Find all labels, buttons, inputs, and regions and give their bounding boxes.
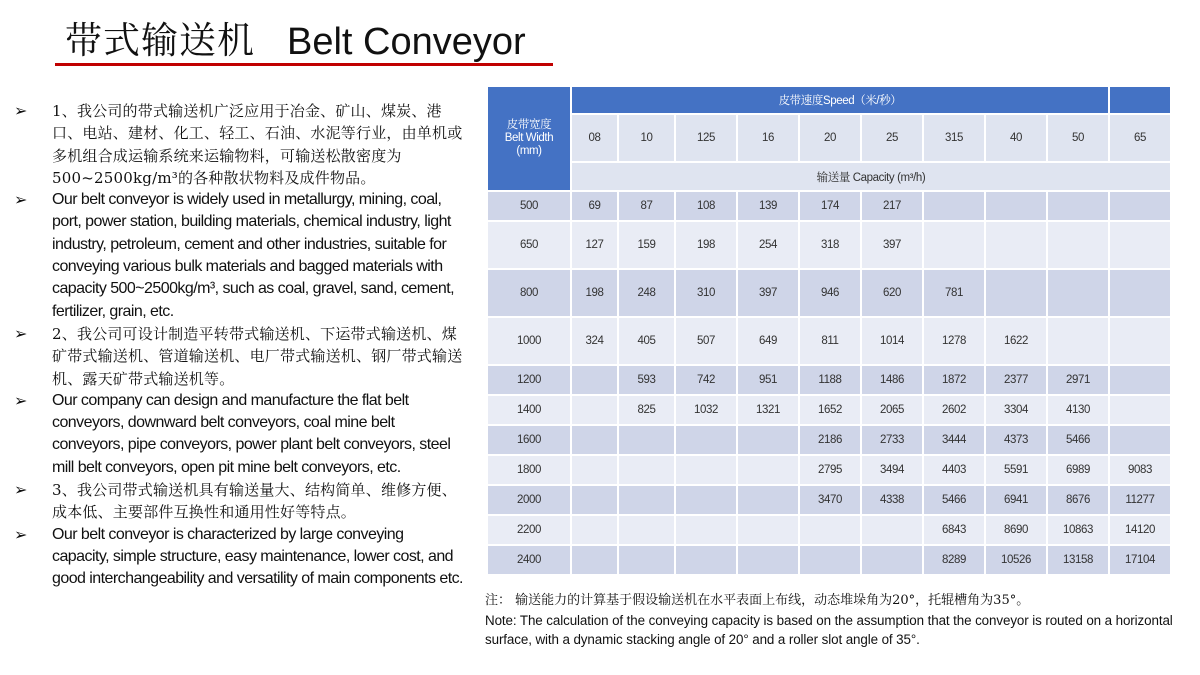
capacity-cell: 108 xyxy=(675,191,737,221)
capacity-cell: 324 xyxy=(571,317,618,365)
table-row xyxy=(487,515,1171,545)
capacity-header: 输送量 Capacity (m³/h) xyxy=(571,162,1171,191)
capacity-cell xyxy=(571,455,618,485)
capacity-cell xyxy=(618,455,675,485)
capacity-cell xyxy=(1047,191,1109,221)
capacity-cell xyxy=(1047,269,1109,317)
capacity-cell: 4403 xyxy=(923,455,985,485)
capacity-cell: 17104 xyxy=(1109,545,1171,575)
capacity-cell: 1486 xyxy=(861,365,923,395)
table-row xyxy=(487,191,1171,221)
capacity-cell: 2971 xyxy=(1047,365,1109,395)
capacity-cell: 397 xyxy=(861,221,923,269)
capacity-cell: 620 xyxy=(861,269,923,317)
table-row xyxy=(487,365,1171,395)
capacity-cell: 507 xyxy=(675,317,737,365)
speed-header-extension xyxy=(1109,86,1171,114)
capacity-cell: 4338 xyxy=(861,485,923,515)
arrow-bullet-icon: ➢ xyxy=(14,390,28,410)
capacity-cell: 1188 xyxy=(799,365,861,395)
arrow-bullet-icon: ➢ xyxy=(14,323,28,343)
capacity-cell: 397 xyxy=(737,269,799,317)
belt-width-header-cn: 皮带宽度 xyxy=(506,119,552,131)
belt-width-header-en: Belt Width xyxy=(504,132,554,144)
title-underline xyxy=(55,63,553,66)
speed-value: 25 xyxy=(861,114,923,162)
capacity-cell: 310 xyxy=(675,269,737,317)
capacity-cell xyxy=(618,545,675,575)
capacity-cell xyxy=(737,425,799,455)
bullet-item xyxy=(14,390,464,479)
capacity-cell: 946 xyxy=(799,269,861,317)
capacity-cell xyxy=(1047,221,1109,269)
capacity-cell xyxy=(618,425,675,455)
capacity-cell: 8676 xyxy=(1047,485,1109,515)
capacity-cell xyxy=(1109,425,1171,455)
bullet-item xyxy=(14,100,464,189)
table-row xyxy=(487,485,1171,515)
speed-value: 10 xyxy=(618,114,675,162)
capacity-cell xyxy=(737,455,799,485)
capacity-cell: 8289 xyxy=(923,545,985,575)
capacity-cell xyxy=(1109,317,1171,365)
speed-value: 08 xyxy=(571,114,618,162)
bullet-item xyxy=(14,479,464,524)
capacity-cell: 198 xyxy=(571,269,618,317)
table-row xyxy=(487,545,1171,575)
capacity-cell xyxy=(1109,191,1171,221)
capacity-cell: 198 xyxy=(675,221,737,269)
capacity-cell: 9083 xyxy=(1109,455,1171,485)
belt-width-cell: 1400 xyxy=(487,395,571,425)
table-row xyxy=(487,317,1171,365)
capacity-cell xyxy=(799,545,861,575)
table-row xyxy=(487,395,1171,425)
capacity-cell: 3304 xyxy=(985,395,1047,425)
capacity-cell: 2377 xyxy=(985,365,1047,395)
capacity-cell xyxy=(1047,317,1109,365)
bullet-item xyxy=(14,189,464,323)
capacity-cell: 6941 xyxy=(985,485,1047,515)
capacity-cell xyxy=(861,515,923,545)
belt-width-cell: 1200 xyxy=(487,365,571,395)
capacity-cell: 2733 xyxy=(861,425,923,455)
capacity-cell xyxy=(985,191,1047,221)
capacity-cell: 3444 xyxy=(923,425,985,455)
capacity-cell: 13158 xyxy=(1047,545,1109,575)
capacity-cell: 4373 xyxy=(985,425,1047,455)
capacity-cell: 1652 xyxy=(799,395,861,425)
arrow-bullet-icon: ➢ xyxy=(14,101,28,120)
capacity-cell xyxy=(737,515,799,545)
belt-width-cell: 2400 xyxy=(487,545,571,575)
bullet-text: Our belt conveyor is widely used in metallurgy, mining, coal, port, power station, building materials, chemical industry, light industry, petroleum, cement and other industries, suitable for conveying various bulk materials and bagged materials with capacity 500~2500kg/m³, such as coal, gravel, sand, cement, fertilizer, grain, etc. xyxy=(52,191,455,320)
capacity-cell: 4130 xyxy=(1047,395,1109,425)
table-row xyxy=(487,455,1171,485)
capacity-cell xyxy=(1109,365,1171,395)
feature-list xyxy=(14,100,464,591)
table-row xyxy=(487,269,1171,317)
capacity-cell xyxy=(571,365,618,395)
capacity-cell: 2186 xyxy=(799,425,861,455)
capacity-cell xyxy=(799,515,861,545)
capacity-cell xyxy=(985,269,1047,317)
capacity-cell xyxy=(675,545,737,575)
belt-width-cell: 1600 xyxy=(487,425,571,455)
capacity-cell: 159 xyxy=(618,221,675,269)
capacity-cell xyxy=(1109,269,1171,317)
capacity-cell: 951 xyxy=(737,365,799,395)
bullet-text: Our company can design and manufacture the flat belt conveyors, downward belt conveyors, coal mine belt conveyors, pipe conveyors, power plant belt conveyors, steel mill belt conveyors, open pit mine belt conveyors, etc. xyxy=(52,391,451,476)
capacity-cell: 87 xyxy=(618,191,675,221)
capacity-cell: 3494 xyxy=(861,455,923,485)
capacity-cell: 3470 xyxy=(799,485,861,515)
capacity-cell: 2065 xyxy=(861,395,923,425)
speed-values-row xyxy=(487,114,1171,162)
capacity-cell: 5591 xyxy=(985,455,1047,485)
capacity-cell: 5466 xyxy=(1047,425,1109,455)
capacity-cell: 742 xyxy=(675,365,737,395)
capacity-cell xyxy=(571,395,618,425)
footnote xyxy=(485,590,1185,649)
bullet-text: 2、我公司可设计制造平转带式输送机、下运带式输送机、煤矿带式输送机、管道输送机、电厂带式输送机、钢厂带式输送机、露天矿带式输送机等。 xyxy=(52,324,463,388)
speed-header: 皮带速度Speed（米/秒） xyxy=(571,86,1109,114)
speed-value: 50 xyxy=(1047,114,1109,162)
footnote-en: Note: The calculation of the conveying capacity is based on the assumption that the conveyor is routed on a horizontal surface, with a dynamic stacking angle of 20° and a roller slot angle of 35°. xyxy=(485,613,1173,647)
capacity-cell xyxy=(571,485,618,515)
bullet-text: 1、我公司的带式输送机广泛应用于冶金、矿山、煤炭、港口、电站、建材、化工、轻工、石油、水泥等行业，由单机或多机组合成运输系统来运输物料，可输送松散密度为500~2500kg/m³的各种散状物料及成件物品。 xyxy=(52,102,463,187)
capacity-cell: 6989 xyxy=(1047,455,1109,485)
speed-value: 315 xyxy=(923,114,985,162)
capacity-cell xyxy=(923,221,985,269)
capacity-cell xyxy=(1109,221,1171,269)
capacity-cell: 811 xyxy=(799,317,861,365)
capacity-cell xyxy=(985,221,1047,269)
capacity-cell xyxy=(1109,395,1171,425)
capacity-cell xyxy=(675,485,737,515)
capacity-cell: 14120 xyxy=(1109,515,1171,545)
bullet-text: 3、我公司带式输送机具有输送量大、结构简单、维修方便、成本低、主要部件互换性和通用性好等特点。 xyxy=(52,481,457,522)
arrow-bullet-icon: ➢ xyxy=(14,524,28,544)
capacity-cell: 1032 xyxy=(675,395,737,425)
belt-width-cell: 650 xyxy=(487,221,571,269)
capacity-cell: 10526 xyxy=(985,545,1047,575)
speed-value: 65 xyxy=(1109,114,1171,162)
capacity-cell: 1321 xyxy=(737,395,799,425)
capacity-cell xyxy=(571,545,618,575)
bullet-text: Our belt conveyor is characterized by large conveying capacity, simple structure, easy maintenance, lower cost, and good interchangeability and versatility of main components etc. xyxy=(52,525,463,588)
capacity-table xyxy=(486,85,1172,576)
speed-value: 20 xyxy=(799,114,861,162)
belt-width-cell: 800 xyxy=(487,269,571,317)
page-title-cn: 带式输送机 xyxy=(65,19,255,62)
capacity-cell: 781 xyxy=(923,269,985,317)
speed-value: 16 xyxy=(737,114,799,162)
page-title xyxy=(65,12,526,64)
belt-width-cell: 1800 xyxy=(487,455,571,485)
bullet-item xyxy=(14,323,464,390)
capacity-cell xyxy=(923,191,985,221)
belt-width-cell: 1000 xyxy=(487,317,571,365)
belt-width-cell: 2200 xyxy=(487,515,571,545)
capacity-cell: 405 xyxy=(618,317,675,365)
speed-value: 125 xyxy=(675,114,737,162)
table-row xyxy=(487,221,1171,269)
capacity-cell: 11277 xyxy=(1109,485,1171,515)
capacity-cell xyxy=(571,515,618,545)
page-title-en: Belt Conveyor xyxy=(287,21,526,63)
belt-width-header xyxy=(487,86,571,191)
bullet-item xyxy=(14,524,464,591)
table-row xyxy=(487,425,1171,455)
capacity-cell xyxy=(571,425,618,455)
arrow-bullet-icon: ➢ xyxy=(14,480,28,500)
capacity-cell xyxy=(675,455,737,485)
footnote-cn: 注： 输送能力的计算基于假设输送机在水平表面上布线，动态堆垛角为20°，托辊槽角为35°。 xyxy=(485,593,1030,608)
capacity-cell xyxy=(618,515,675,545)
capacity-cell: 593 xyxy=(618,365,675,395)
capacity-cell: 127 xyxy=(571,221,618,269)
capacity-table-body xyxy=(487,191,1171,575)
capacity-cell: 825 xyxy=(618,395,675,425)
belt-width-cell: 2000 xyxy=(487,485,571,515)
arrow-bullet-icon: ➢ xyxy=(14,190,28,210)
capacity-cell xyxy=(618,485,675,515)
belt-width-header-unit: (mm) xyxy=(516,145,542,157)
capacity-cell: 1872 xyxy=(923,365,985,395)
capacity-cell: 139 xyxy=(737,191,799,221)
capacity-cell: 6843 xyxy=(923,515,985,545)
capacity-cell: 318 xyxy=(799,221,861,269)
capacity-cell: 2795 xyxy=(799,455,861,485)
capacity-cell: 69 xyxy=(571,191,618,221)
capacity-cell: 1622 xyxy=(985,317,1047,365)
capacity-cell xyxy=(675,515,737,545)
capacity-cell: 174 xyxy=(799,191,861,221)
capacity-cell: 649 xyxy=(737,317,799,365)
capacity-cell: 254 xyxy=(737,221,799,269)
speed-value: 40 xyxy=(985,114,1047,162)
capacity-cell xyxy=(675,425,737,455)
capacity-cell xyxy=(861,545,923,575)
capacity-cell: 217 xyxy=(861,191,923,221)
capacity-cell: 10863 xyxy=(1047,515,1109,545)
capacity-cell: 1014 xyxy=(861,317,923,365)
capacity-cell: 5466 xyxy=(923,485,985,515)
capacity-cell xyxy=(737,545,799,575)
capacity-cell: 2602 xyxy=(923,395,985,425)
capacity-cell xyxy=(737,485,799,515)
capacity-cell: 248 xyxy=(618,269,675,317)
belt-width-cell: 500 xyxy=(487,191,571,221)
capacity-cell: 1278 xyxy=(923,317,985,365)
capacity-cell: 8690 xyxy=(985,515,1047,545)
